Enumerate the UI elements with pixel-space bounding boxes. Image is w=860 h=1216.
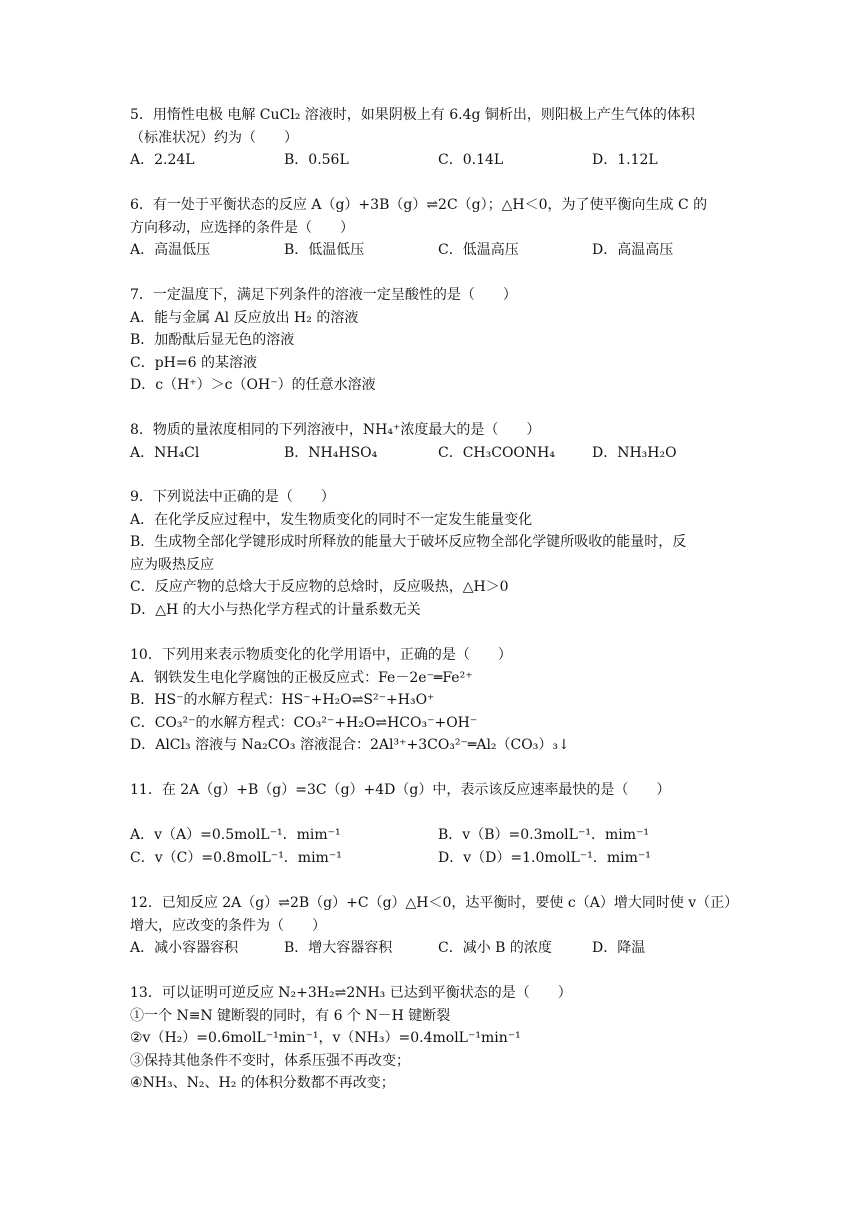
option-d: D．降温 xyxy=(592,940,646,956)
statement-1: ①一个 N≡N 键断裂的同时，有 6 个 N－H 键断裂 xyxy=(130,1007,451,1024)
option-c: C．0.14L xyxy=(438,152,504,168)
option-row xyxy=(130,847,730,870)
option-a: A．2.24L xyxy=(130,152,195,168)
question-5 xyxy=(130,104,730,172)
question-stem: 7．一定温度下，满足下列条件的溶液一定呈酸性的是（ ） xyxy=(130,287,517,303)
question-stem: 11．在 2A（g）+B（g）=3C（g）+4D（g）中，表示该反应速率最快的是（ ） xyxy=(130,782,671,798)
option-d: D．NH₃H₂O xyxy=(592,444,677,461)
statement-4: ④NH₃、N₂、H₂ 的体积分数都不再改变； xyxy=(130,1075,395,1091)
option-d: D．c（H⁺）＞c（OH⁻）的任意水溶液 xyxy=(130,377,376,393)
option-c: C．减小 B 的浓度 xyxy=(438,940,552,956)
option-a: A．NH₄Cl xyxy=(130,444,200,461)
option-a: A．在化学反应过程中，发生物质变化的同时不一定发生能量变化 xyxy=(130,511,533,528)
option-row xyxy=(130,824,730,847)
option-b: B．加酚酞后显无色的溶液 xyxy=(130,332,295,348)
option-b: B．生成物全部化学键形成时所释放的能量大于破坏反应物全部化学键所吸收的能量时，反 xyxy=(130,534,687,550)
option-b: B．低温低压 xyxy=(284,242,365,258)
option-d: D．1.12L xyxy=(592,152,658,168)
option-a: A．能与金属 Al 反应放出 H₂ 的溶液 xyxy=(130,309,359,326)
option-b-cont: 应为吸热反应 xyxy=(130,556,214,573)
question-stem: 增大，应改变的条件为（ ） xyxy=(130,917,326,934)
question-stem: 方向移动，应选择的条件是（ ） xyxy=(130,219,354,236)
option-row xyxy=(130,937,730,960)
question-13 xyxy=(130,982,730,1095)
question-11 xyxy=(130,779,730,869)
option-c: C．低温高压 xyxy=(438,242,519,258)
option-d: D．AlCl₃ 溶液与 Na₂CO₃ 溶液混合：2Al³⁺+3CO₃²⁻═Al₂（CO₃）₃↓ xyxy=(130,737,570,753)
option-a: A．v（A）=0.5molL⁻¹．mim⁻¹ xyxy=(130,827,341,843)
question-7 xyxy=(130,284,730,397)
option-d: D．高温高压 xyxy=(592,242,674,258)
question-stem: 5．用惰性电极 电解 CuCl₂ 溶液时，如果阴极上有 6.4g 铜析出，则阳极上产生气体的体积 xyxy=(130,107,695,123)
option-a: A．高温低压 xyxy=(130,242,211,258)
option-c: C．CH₃COONH₄ xyxy=(438,444,555,461)
question-stem: 6．有一处于平衡状态的反应 A（g）+3B（g）⇌2C（g）；△H＜0，为了使平衡向生成 C 的 xyxy=(130,197,708,213)
question-stem: （标准状况）约为（ ） xyxy=(130,129,298,146)
question-stem: 8．物质的量浓度相同的下列溶液中，NH₄⁺浓度最大的是（ ） xyxy=(130,422,541,438)
option-c: C．CO₃²⁻的水解方程式：CO₃²⁻+H₂O⇌HCO₃⁻+OH⁻ xyxy=(130,714,478,731)
statement-2: ②v（H₂）=0.6molL⁻¹min⁻¹，v（NH₃）=0.4molL⁻¹min⁻¹ xyxy=(130,1030,521,1046)
option-b: B．NH₄HSO₄ xyxy=(284,444,378,461)
option-d: D．v（D）=1.0molL⁻¹．mim⁻¹ xyxy=(438,849,651,866)
question-8 xyxy=(130,419,730,464)
question-stem: 12．已知反应 2A（g）⇌2B（g）+C（g）△H＜0，达平衡时，要使 c（A）增大同时使 v（正） xyxy=(130,895,739,911)
option-d: D．△H 的大小与热化学方程式的计量系数无关 xyxy=(130,601,421,618)
question-9 xyxy=(130,486,730,621)
question-stem: 10．下列用来表示物质变化的化学用语中，正确的是（ ） xyxy=(130,647,512,663)
option-a: A．减小容器容积 xyxy=(130,940,239,956)
option-b: B．增大容器容积 xyxy=(284,940,393,956)
option-row xyxy=(130,239,730,262)
option-b: B．HS⁻的水解方程式：HS⁻+H₂O⇌S²⁻+H₃O⁺ xyxy=(130,692,435,708)
option-c: C．v（C）=0.8molL⁻¹．mim⁻¹ xyxy=(130,849,342,866)
question-stem: 9．下列说法中正确的是（ ） xyxy=(130,489,335,505)
question-6 xyxy=(130,194,730,262)
option-b: B．v（B）=0.3molL⁻¹．mim⁻¹ xyxy=(438,827,649,843)
statement-3: ③保持其他条件不变时，体系压强不再改变； xyxy=(130,1052,410,1069)
option-c: C．pH=6 的某溶液 xyxy=(130,354,257,371)
question-stem: 13．可以证明可逆反应 N₂+3H₂⇌2NH₃ 已达到平衡状态的是（ ） xyxy=(130,985,572,1001)
option-c: C．反应产物的总焓大于反应物的总焓时，反应吸热，△H＞0 xyxy=(130,579,509,595)
question-10 xyxy=(130,644,730,757)
option-b: B．0.56L xyxy=(284,152,349,168)
option-a: A．钢铁发生电化学腐蚀的正极反应式：Fe－2e⁻═Fe²⁺ xyxy=(130,669,473,686)
option-row xyxy=(130,149,730,172)
option-row xyxy=(130,442,730,465)
question-12 xyxy=(130,892,739,960)
